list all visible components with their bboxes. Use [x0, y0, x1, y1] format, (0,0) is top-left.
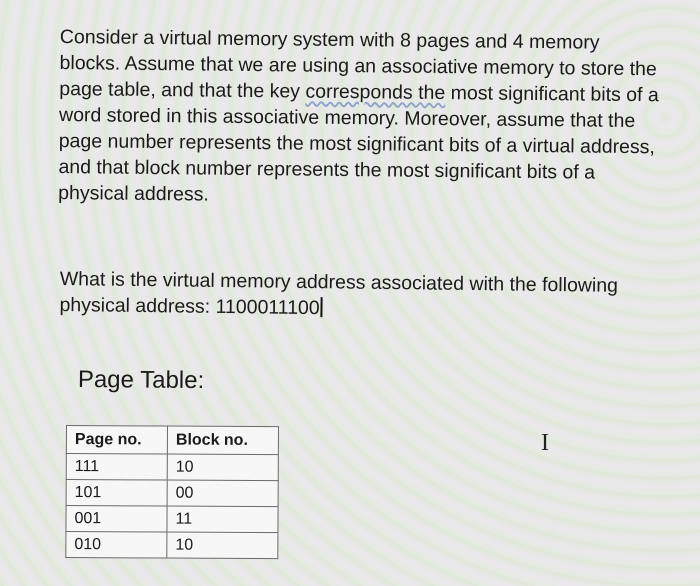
- page-no-cell: 111: [66, 454, 167, 481]
- table-row: [66, 454, 278, 481]
- paragraph-text-start: Consider a virtual memory system with 8 pages and 4 memory blocks. Assume that we are using an associative memory to store the page table, and that the key: [59, 25, 657, 103]
- text-cursor-icon: I: [541, 430, 549, 456]
- column-header-block-no: Block no.: [167, 426, 278, 455]
- table-row: [66, 506, 278, 533]
- paragraph-text-end: most significant bits of a word stored in this associative memory. Moreover, assume that the page number represents the most significant bits of a virtual address, and that block number represents the most significant bits of a physical address.: [58, 82, 659, 206]
- page-table-title: Page Table:: [77, 366, 205, 395]
- question-prompt-text: What is the virtual memory address associated with the following physical address: 1100011100: [59, 267, 619, 320]
- table-row: [66, 480, 278, 507]
- page-table: [65, 425, 279, 559]
- table-header-row: [66, 426, 278, 455]
- page-no-cell: 101: [66, 480, 167, 507]
- text-caret: [321, 297, 323, 317]
- question-prompt: [59, 266, 660, 325]
- column-header-page-no: Page no.: [66, 426, 167, 455]
- block-no-cell: 11: [167, 506, 278, 533]
- question-paragraph: [58, 24, 660, 212]
- block-no-cell: 10: [167, 454, 278, 481]
- page-no-cell: 010: [66, 532, 167, 559]
- spellcheck-phrase[interactable]: corresponds the: [305, 80, 446, 105]
- page-no-cell: 001: [66, 506, 167, 533]
- block-no-cell: 00: [167, 480, 278, 507]
- block-no-cell: 10: [167, 532, 278, 559]
- table-row: [66, 532, 278, 559]
